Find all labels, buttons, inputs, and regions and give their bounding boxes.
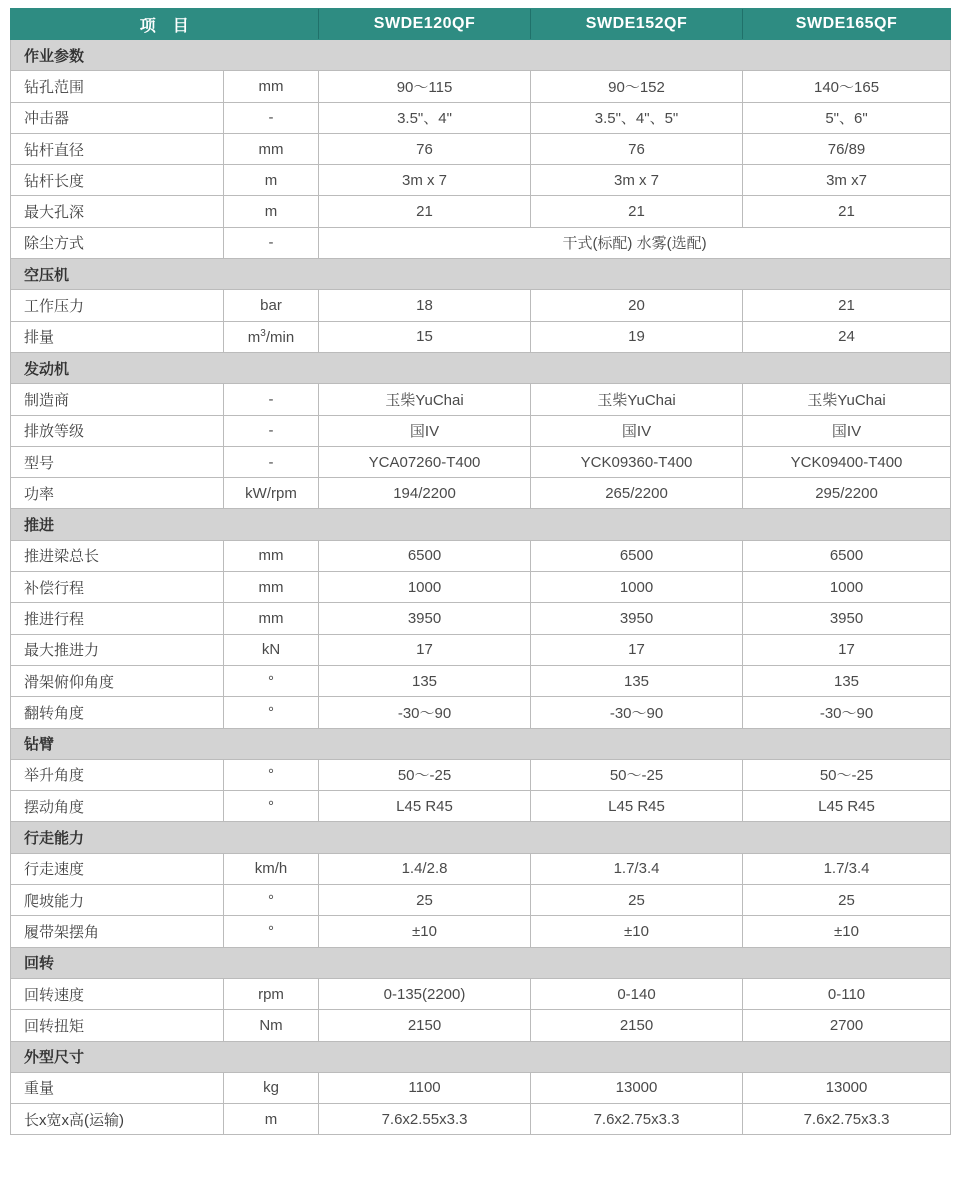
row-value: 3950: [743, 603, 951, 634]
row-label: 排放等级: [11, 415, 224, 446]
row-unit: °: [224, 791, 319, 822]
row-label: 重量: [11, 1072, 224, 1103]
row-value: 0-140: [531, 978, 743, 1009]
table-row: [11, 634, 951, 665]
table-row: [11, 697, 951, 728]
row-label: 摆动角度: [11, 791, 224, 822]
section-title: 钻臂: [11, 728, 951, 759]
row-unit: °: [224, 697, 319, 728]
row-label: 最大推进力: [11, 634, 224, 665]
table-row: [11, 791, 951, 822]
row-unit: mm: [224, 71, 319, 102]
row-label: 钻杆直径: [11, 133, 224, 164]
row-value: YCK09400-T400: [743, 446, 951, 477]
row-value: 194/2200: [319, 478, 531, 509]
row-value: 17: [531, 634, 743, 665]
row-value: 玉柴YuChai: [319, 384, 531, 415]
row-value: 265/2200: [531, 478, 743, 509]
table-row: [11, 1104, 951, 1135]
row-value: 50～-25: [743, 759, 951, 790]
section-header-row: [11, 822, 951, 853]
row-unit: °: [224, 759, 319, 790]
row-value: 3.5"、4": [319, 102, 531, 133]
row-value: 18: [319, 290, 531, 321]
row-label: 工作压力: [11, 290, 224, 321]
row-value: 90～152: [531, 71, 743, 102]
table-row: [11, 885, 951, 916]
row-value: 3m x 7: [319, 165, 531, 196]
row-value: ±10: [531, 916, 743, 947]
row-label: 爬坡能力: [11, 885, 224, 916]
section-header-row: [11, 947, 951, 978]
table-row: [11, 1072, 951, 1103]
row-value: 17: [319, 634, 531, 665]
row-unit: -: [224, 102, 319, 133]
row-value: 0-135(2200): [319, 978, 531, 1009]
row-value: 2700: [743, 1010, 951, 1041]
row-value: 1000: [319, 572, 531, 603]
row-label: 行走速度: [11, 853, 224, 884]
section-title: 行走能力: [11, 822, 951, 853]
row-value: 135: [319, 665, 531, 696]
row-unit: °: [224, 916, 319, 947]
row-value: 玉柴YuChai: [743, 384, 951, 415]
row-value: 21: [743, 196, 951, 227]
row-unit: -: [224, 415, 319, 446]
row-value: 17: [743, 634, 951, 665]
row-value: 1.7/3.4: [531, 853, 743, 884]
row-label: 排量: [11, 321, 224, 352]
header-item-label: 项 目: [11, 9, 319, 40]
row-value: 1000: [531, 572, 743, 603]
table-row: [11, 196, 951, 227]
table-row: [11, 165, 951, 196]
row-value: 21: [319, 196, 531, 227]
row-unit: mm: [224, 540, 319, 571]
row-value: L45 R45: [319, 791, 531, 822]
table-row: [11, 603, 951, 634]
section-title: 空压机: [11, 259, 951, 290]
row-value: 7.6x2.75x3.3: [531, 1104, 743, 1135]
row-unit: -: [224, 227, 319, 258]
row-value: -30～90: [743, 697, 951, 728]
section-header-row: [11, 728, 951, 759]
row-value: 50～-25: [531, 759, 743, 790]
row-value: 2150: [319, 1010, 531, 1041]
row-label: 回转速度: [11, 978, 224, 1009]
row-value: 3m x7: [743, 165, 951, 196]
row-value: 7.6x2.55x3.3: [319, 1104, 531, 1135]
row-value: 25: [319, 885, 531, 916]
row-label: 最大孔深: [11, 196, 224, 227]
row-unit: kW/rpm: [224, 478, 319, 509]
row-value: -30～90: [531, 697, 743, 728]
row-value: 295/2200: [743, 478, 951, 509]
row-value: 13000: [531, 1072, 743, 1103]
row-unit: °: [224, 665, 319, 696]
section-title: 发动机: [11, 352, 951, 383]
row-label: 推进梁总长: [11, 540, 224, 571]
row-value: 1.7/3.4: [743, 853, 951, 884]
row-unit: Nm: [224, 1010, 319, 1041]
row-unit: m: [224, 165, 319, 196]
row-value: 0-110: [743, 978, 951, 1009]
table-row: [11, 916, 951, 947]
row-unit: -: [224, 446, 319, 477]
row-unit: bar: [224, 290, 319, 321]
row-unit: km/h: [224, 853, 319, 884]
header-model-swde120qf: SWDE120QF: [319, 9, 531, 40]
row-value: 24: [743, 321, 951, 352]
section-header-row: [11, 1041, 951, 1072]
section-title: 推进: [11, 509, 951, 540]
row-label: 冲击器: [11, 102, 224, 133]
section-header-row: [11, 352, 951, 383]
row-value: 13000: [743, 1072, 951, 1103]
row-value: 6500: [319, 540, 531, 571]
row-value: 7.6x2.75x3.3: [743, 1104, 951, 1135]
section-title: 回转: [11, 947, 951, 978]
row-label: 补偿行程: [11, 572, 224, 603]
table-row: [11, 1010, 951, 1041]
spec-table: [10, 8, 951, 1135]
row-value: L45 R45: [743, 791, 951, 822]
table-row: [11, 290, 951, 321]
superscript-3: 3: [260, 327, 266, 339]
row-value: 3.5"、4"、5": [531, 102, 743, 133]
table-row: [11, 540, 951, 571]
header-model-swde152qf: SWDE152QF: [531, 9, 743, 40]
table-row: [11, 665, 951, 696]
row-value: 15: [319, 321, 531, 352]
row-unit: kN: [224, 634, 319, 665]
table-row: [11, 759, 951, 790]
table-header-row: [11, 9, 951, 40]
row-label: 钻孔范围: [11, 71, 224, 102]
section-title: 作业参数: [11, 40, 951, 71]
table-row: [11, 133, 951, 164]
row-label: 回转扭矩: [11, 1010, 224, 1041]
row-label: 举升角度: [11, 759, 224, 790]
row-value: ±10: [319, 916, 531, 947]
row-unit: mm: [224, 572, 319, 603]
row-value: YCK09360-T400: [531, 446, 743, 477]
row-value: 2150: [531, 1010, 743, 1041]
row-unit: °: [224, 885, 319, 916]
table-row: [11, 446, 951, 477]
row-value: 3m x 7: [531, 165, 743, 196]
table-row: [11, 415, 951, 446]
row-value: 国IV: [743, 415, 951, 446]
row-value: 21: [531, 196, 743, 227]
row-unit: rpm: [224, 978, 319, 1009]
row-unit: m: [224, 1104, 319, 1135]
row-value: L45 R45: [531, 791, 743, 822]
table-row: [11, 227, 951, 258]
row-value: YCA07260-T400: [319, 446, 531, 477]
row-label: 功率: [11, 478, 224, 509]
row-unit: mm: [224, 133, 319, 164]
section-header-row: [11, 259, 951, 290]
row-value: ±10: [743, 916, 951, 947]
row-value: 1.4/2.8: [319, 853, 531, 884]
row-unit: -: [224, 384, 319, 415]
row-value: 135: [743, 665, 951, 696]
row-label: 翻转角度: [11, 697, 224, 728]
row-value: 6500: [743, 540, 951, 571]
table-row: [11, 853, 951, 884]
row-value: 25: [531, 885, 743, 916]
row-value: 国IV: [531, 415, 743, 446]
row-label: 长x宽x高(运输): [11, 1104, 224, 1135]
table-row: [11, 384, 951, 415]
row-value: 50～-25: [319, 759, 531, 790]
row-value: 20: [531, 290, 743, 321]
row-label: 型号: [11, 446, 224, 477]
row-unit: m: [224, 196, 319, 227]
table-row: [11, 321, 951, 352]
row-unit: kg: [224, 1072, 319, 1103]
spec-table-body: [11, 40, 951, 1135]
row-value: 玉柴YuChai: [531, 384, 743, 415]
section-header-row: [11, 509, 951, 540]
row-value: 135: [531, 665, 743, 696]
row-unit: mm: [224, 603, 319, 634]
table-row: [11, 978, 951, 1009]
row-value: 1000: [743, 572, 951, 603]
row-label: 制造商: [11, 384, 224, 415]
row-label: 推进行程: [11, 603, 224, 634]
row-label: 除尘方式: [11, 227, 224, 258]
row-label: 滑架俯仰角度: [11, 665, 224, 696]
row-value: 21: [743, 290, 951, 321]
row-value: 3950: [319, 603, 531, 634]
row-value: 25: [743, 885, 951, 916]
row-value: 76: [319, 133, 531, 164]
row-value: 76: [531, 133, 743, 164]
table-row: [11, 478, 951, 509]
row-unit: $m^3/\min$: [224, 321, 319, 352]
row-value: 19: [531, 321, 743, 352]
table-row: [11, 71, 951, 102]
table-row: [11, 572, 951, 603]
row-value: 76/89: [743, 133, 951, 164]
row-value: 90～115: [319, 71, 531, 102]
row-value: 3950: [531, 603, 743, 634]
row-value-span: 干式(标配) 水雾(选配): [319, 227, 951, 258]
row-value: -30～90: [319, 697, 531, 728]
section-header-row: [11, 40, 951, 71]
row-value: 1100: [319, 1072, 531, 1103]
row-value: 5"、6": [743, 102, 951, 133]
header-model-swde165qf: SWDE165QF: [743, 9, 951, 40]
row-label: 钻杆长度: [11, 165, 224, 196]
row-value: 6500: [531, 540, 743, 571]
row-value: 140～165: [743, 71, 951, 102]
row-value: 国IV: [319, 415, 531, 446]
table-row: [11, 102, 951, 133]
section-title: 外型尺寸: [11, 1041, 951, 1072]
row-label: 履带架摆角: [11, 916, 224, 947]
